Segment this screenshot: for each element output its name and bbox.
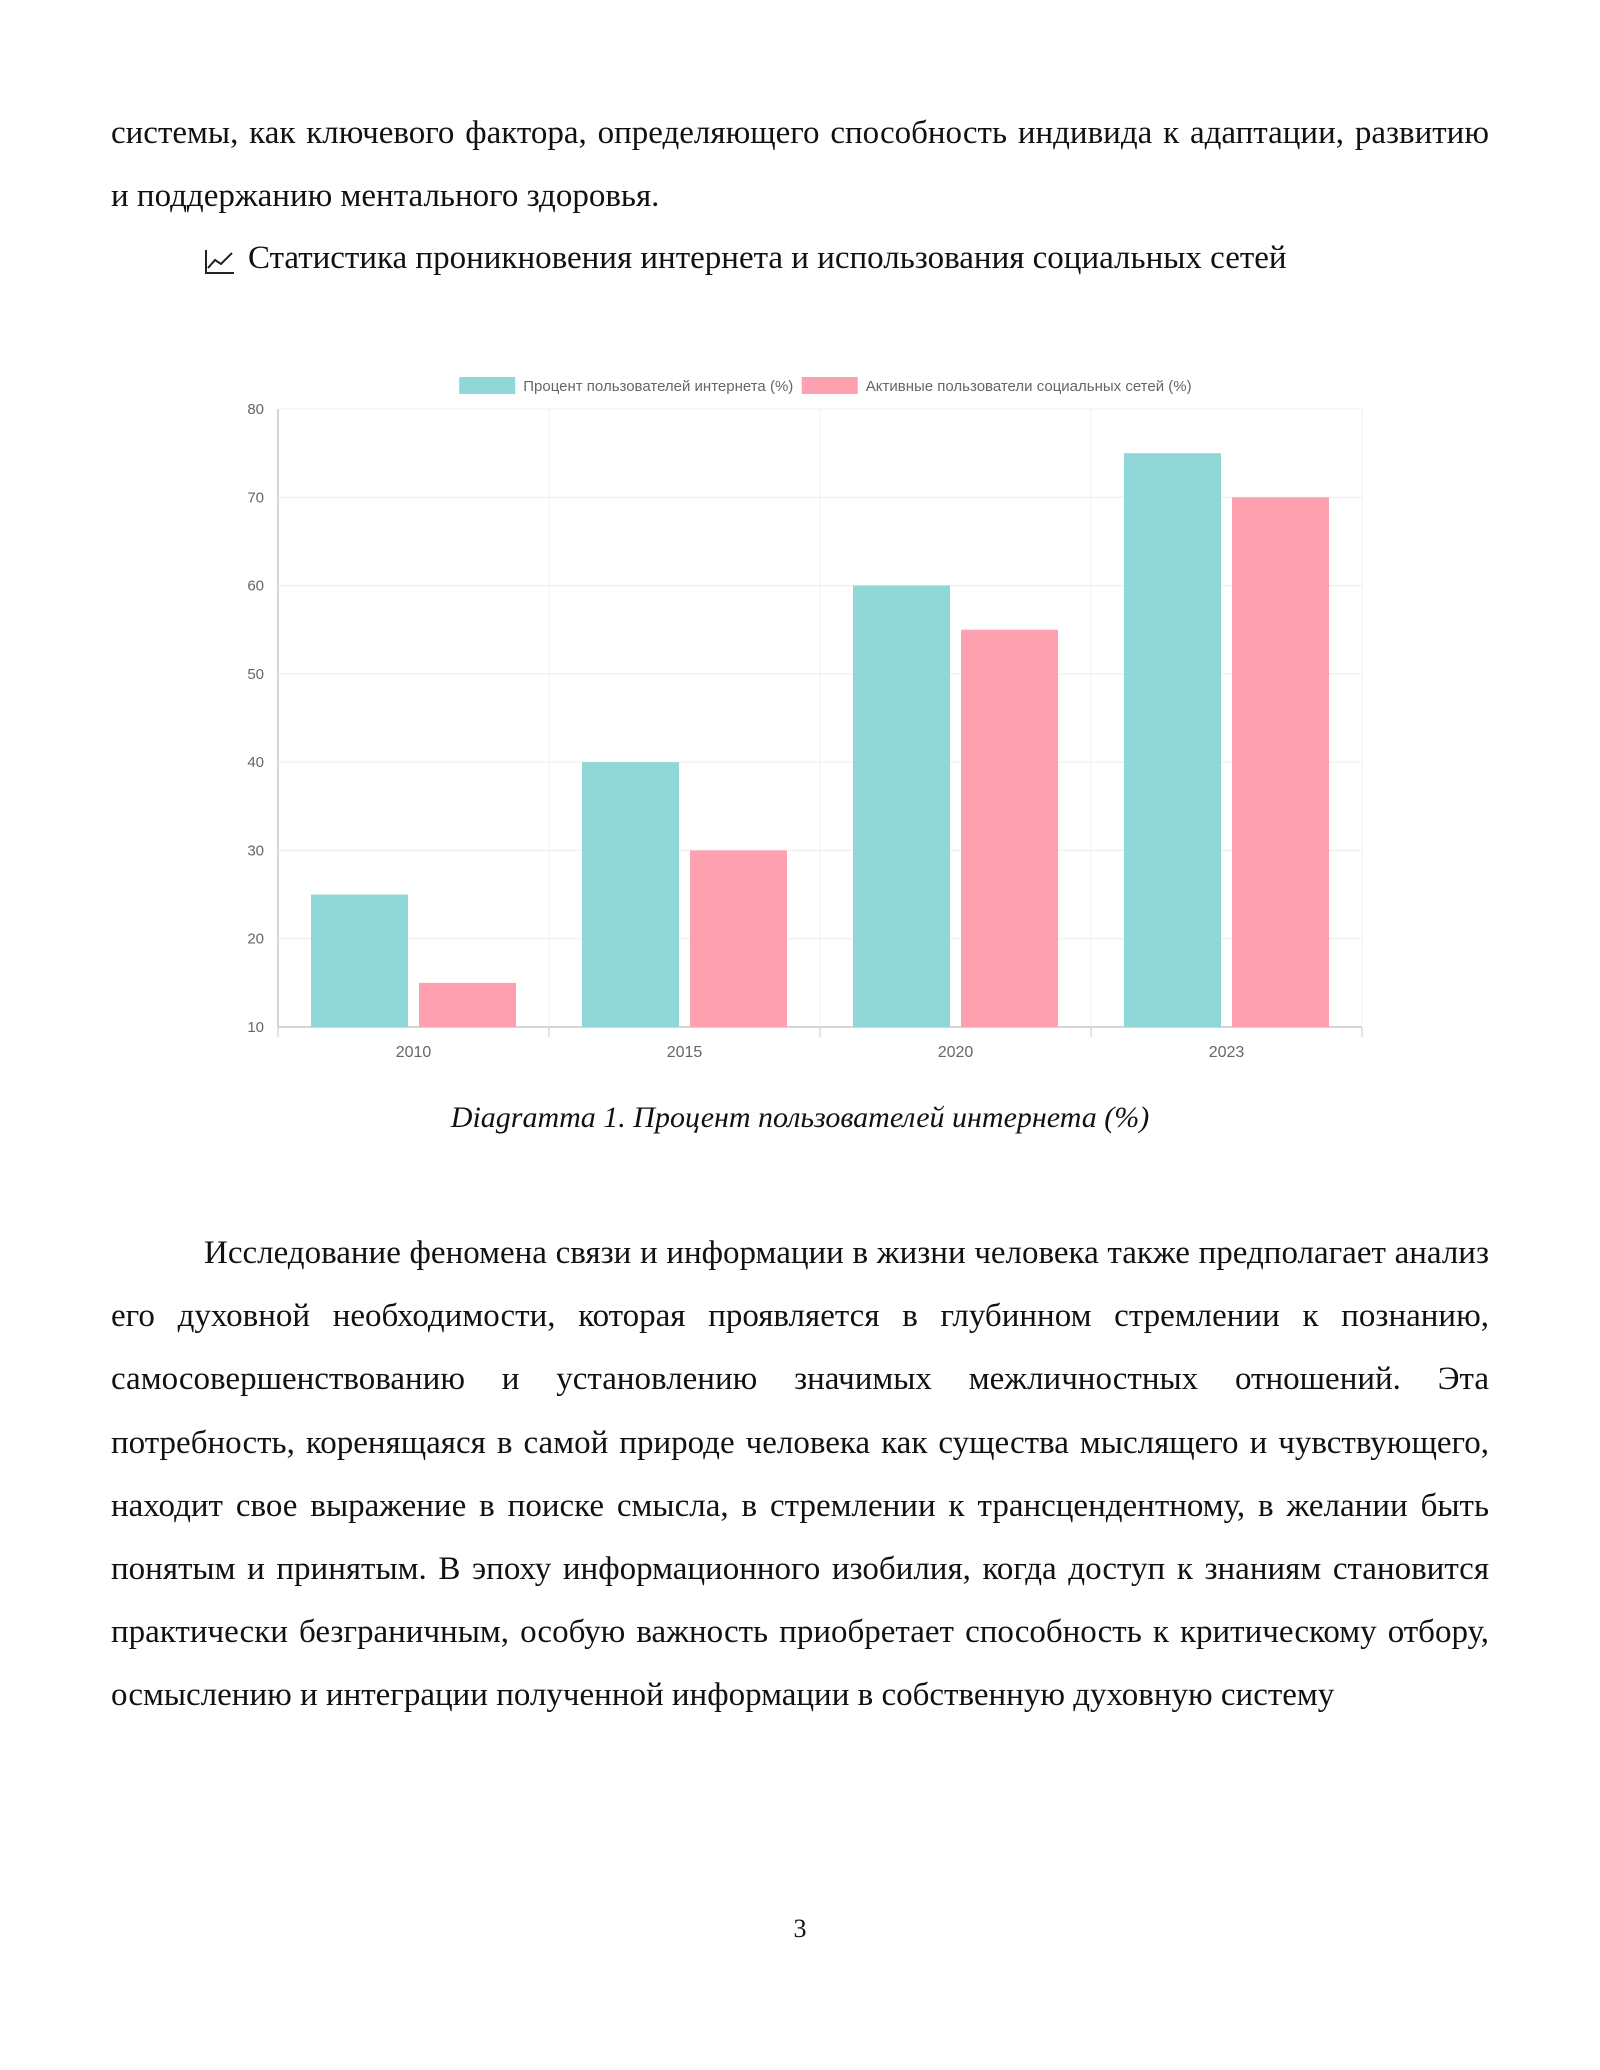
y-tick-label: 10 xyxy=(247,1019,264,1036)
y-tick-label: 30 xyxy=(247,842,264,860)
bar-social-2010 xyxy=(419,983,516,1027)
page-number: 3 xyxy=(793,1914,807,1943)
bar-internet-2015 xyxy=(582,762,679,1027)
y-tick-label: 70 xyxy=(247,489,264,507)
legend-swatch-internet xyxy=(459,377,515,394)
legend-swatch-social xyxy=(802,377,858,394)
x-tick-label: 2023 xyxy=(1208,1044,1245,1061)
bar-internet-2020 xyxy=(853,586,950,1027)
chart-caption: Diagramma 1. Процент пользователей интернета (%) xyxy=(450,1101,1150,1134)
y-tick-label: 20 xyxy=(247,930,264,948)
line-chart-icon xyxy=(204,244,236,272)
bar-chart xyxy=(0,360,1600,1080)
y-tick-label: 80 xyxy=(247,401,264,418)
bar-internet-2023 xyxy=(1124,453,1221,1027)
bar-social-2023 xyxy=(1232,497,1329,1027)
legend-label-internet: Процент пользователей интернета (%) xyxy=(523,378,794,395)
paragraph-top: системы, как ключевого фактора, определяющего способность индивида к адаптации, развитию и поддержанию ментального здоровья. xyxy=(111,115,1489,215)
legend-label-social: Активные пользователи социальных сетей (%) xyxy=(865,378,1192,395)
bar-social-2020 xyxy=(961,630,1058,1027)
y-tick-label: 60 xyxy=(247,577,264,595)
bar-internet-2010 xyxy=(311,895,408,1027)
section-heading xyxy=(204,236,1287,280)
x-tick-label: 2010 xyxy=(395,1044,432,1061)
x-tick-label: 2015 xyxy=(666,1044,703,1061)
paragraph-bottom: Исследование феномена связи и информации в жизни человека также предполагает анализ его духовной необходимости, которая проявляется в глубинном стремлении к познанию, самосовершенствованию и установлению значимых межличностных отношений. Эта потребность, коренящаяся в самой природе человека как существа мыслящего и чувствующего, находит свое выражение в поиске смысла, в стремлении к трансцендентному, в желании быть понятым и принятым. В эпоху информационного изобилия, когда доступ к знаниям становится практически безграничным, особую важность приобретает способность к критическому отбору, осмыслению и интеграции полученной информации в собственную духовную систему xyxy=(111,1235,1489,1714)
section-heading-text: Статистика проникновения интернета и использования социальных сетей xyxy=(248,240,1287,276)
y-tick-label: 50 xyxy=(247,665,264,683)
bar-social-2015 xyxy=(690,850,787,1027)
y-tick-label: 40 xyxy=(247,754,264,772)
x-tick-label: 2020 xyxy=(937,1044,974,1061)
